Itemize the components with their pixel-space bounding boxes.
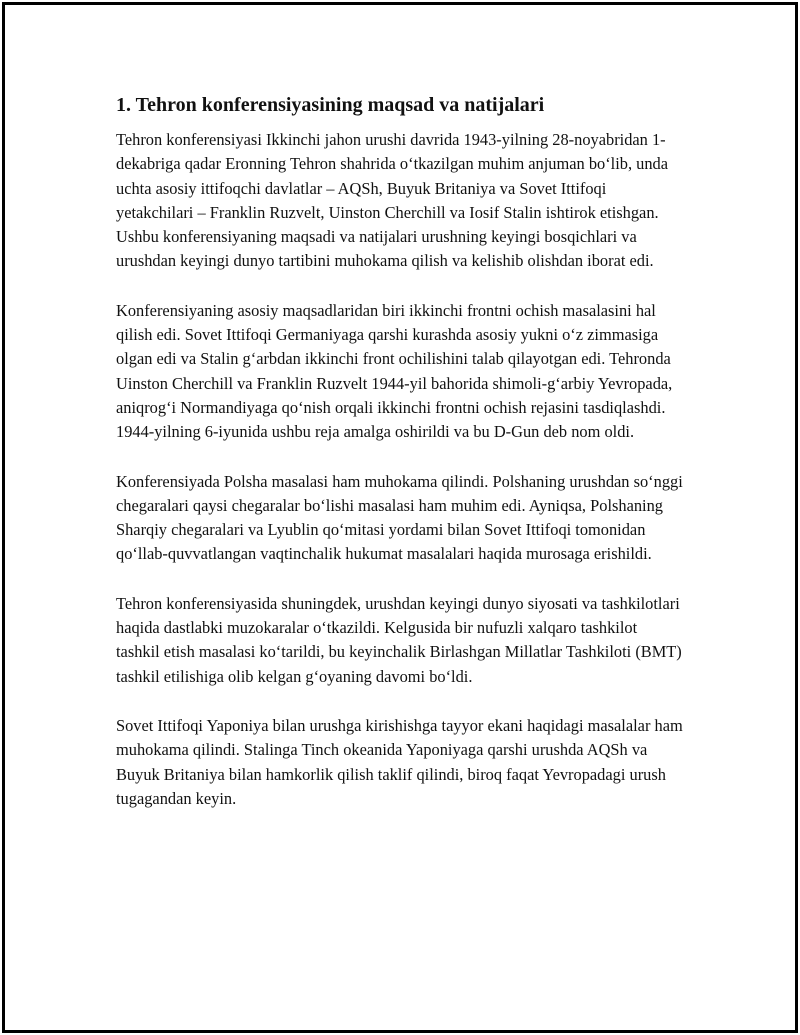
paragraph-5: Sovet Ittifoqi Yaponiya bilan urushga kirishishga tayyor ekani haqidagi masalalar ham muhokama qilindi. Stalinga Tinch okeanida Yaponiyaga qarshi urushda AQSh va Buyuk Britaniya bilan hamkorlik qilish taklif qilindi, biroq faqat Yevropadagi urush tugagandan keyin. <box>116 715 683 808</box>
paragraph-1: Tehron konferensiyasi Ikkinchi jahon urushi davrida 1943-yilning 28-noyabridan 1-dekabriga qadar Eronning Tehron shahrida o‘tkazilgan muhim anjuman bo‘lib, unda uchta asosiy ittifoqchi davlatlar – AQSh, Buyuk Britaniya va Sovet Ittifoqi yetakchilari – Franklin Ruzvelt, Uinston Cherchill va Iosif Stalin ishtirok etishgan. Ushbu konferensiyaning maqsadi va natijalari urushning keyingi bosqichlari va urushdan keyingi dunyo tartibini muhokama qilish va kelishib olishdan iborat edi. <box>116 130 669 271</box>
document-body <box>116 92 684 836</box>
paragraph-4: Tehron konferensiyasida shuningdek, urushdan keyingi dunyo siyosati va tashkilotlari haqida dastlabki muzokaralar o‘tkazildi. Kelgusida bir nufuzli xalqaro tashkilot tashkil etish masalasi ko‘tarildi, bu keyinchalik Birlashgan Millatlar Tashkiloti (BMT) tashkil etilishiga olib kelgan g‘oyaning davomi bo‘ldi. <box>116 593 682 686</box>
section-title: 1. Tehron konferensiyasining maqsad va natijalari <box>116 94 545 116</box>
paragraph-3: Konferensiyada Polsha masalasi ham muhokama qilindi. Polshaning urushdan so‘nggi chegaralari qaysi chegaralar bo‘lishi masalasi ham muhim edi. Ayniqsa, Polshaning Sharqiy chegaralari va Lyublin qo‘mitasi yordami bilan Sovet Ittifoqi tomonidan qo‘llab-quvvatlangan vaqtinchalik hukumat masalalari haqida murosaga erishildi. <box>116 471 683 564</box>
paragraph-2: Konferensiyaning asosiy maqsadlaridan biri ikkinchi frontni ochish masalasini hal qilish edi. Sovet Ittifoqi Germaniyaga qarshi kurashda asosiy yukni o‘z zimmasiga olgan edi va Stalin g‘arbdan ikkinchi front ochilishini talab qilayotgan edi. Tehronda Uinston Cherchill va Franklin Ruzvelt 1944-yil bahorida shimoli-g‘arbiy Yevropada, aniqrog‘i Normandiyaga qo‘nish orqali ikkinchi frontni ochish rejasini tasdiqlashdi. 1944-yilning 6-iyunida ushbu reja amalga oshirildi va bu D-Gun deb nom oldi. <box>116 300 673 442</box>
